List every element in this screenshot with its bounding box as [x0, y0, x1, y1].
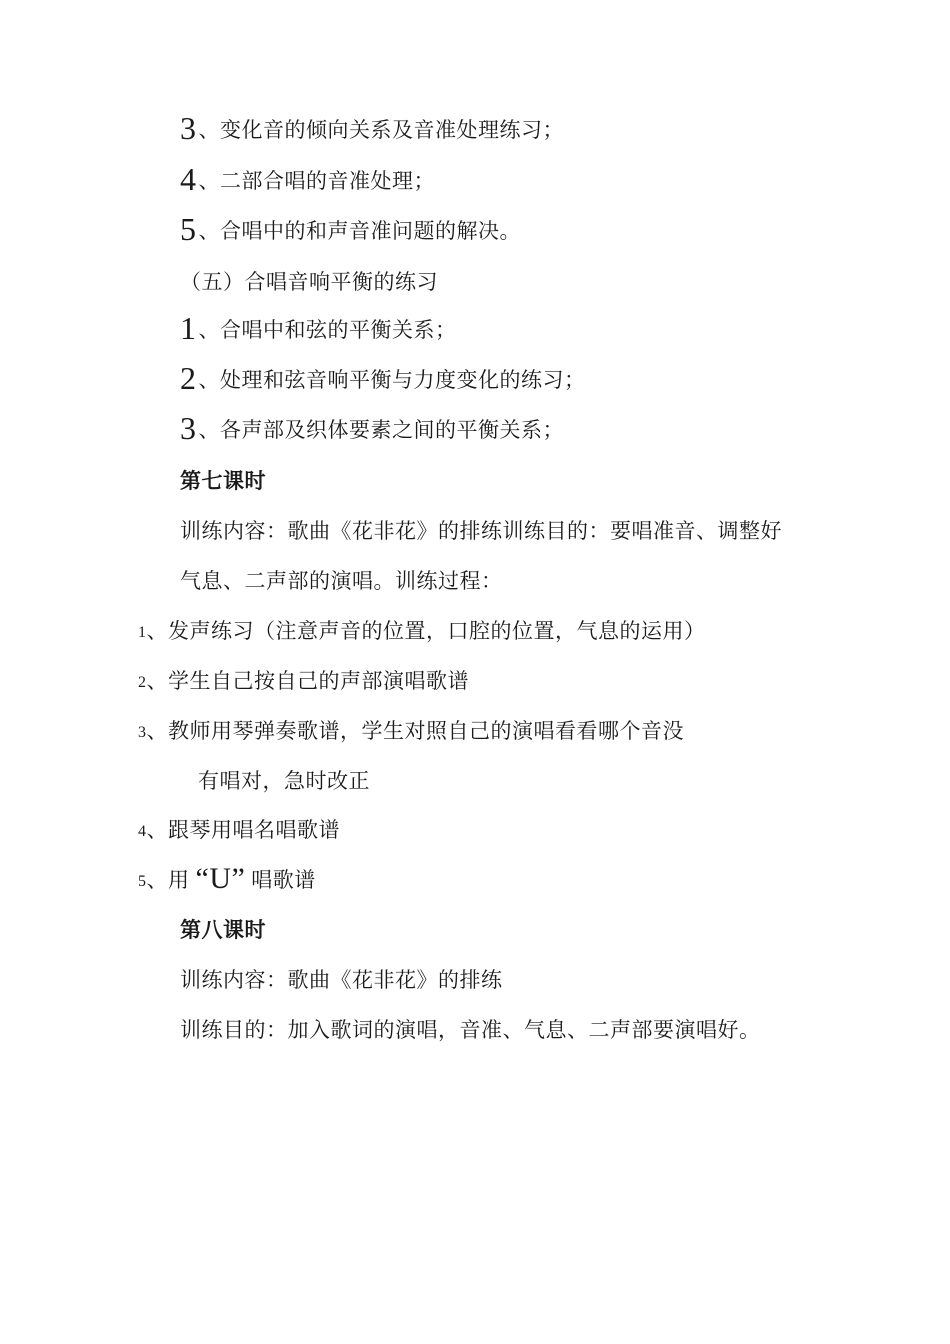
- list-text: 、合唱中和弦的平衡关系；: [198, 318, 457, 342]
- list-text: 、发声练习（注意声音的位置，口腔的位置，气息的运用）: [146, 619, 706, 643]
- list-text: 、变化音的倾向关系及音准处理练习；: [198, 118, 564, 142]
- list-number: 4: [138, 823, 147, 840]
- list-number: 3: [180, 110, 197, 146]
- paragraph-line: 训练目的：加入歌词的演唱，音准、气息、二声部要演唱好。: [180, 1018, 761, 1042]
- list-text: 、跟琴用唱名唱歌谱: [146, 818, 340, 842]
- list-text: 、合唱中的和声音准问题的解决。: [198, 219, 521, 243]
- list-text: 、用: [146, 868, 190, 892]
- list-item: [138, 716, 684, 748]
- paragraph-line: 有唱对，急时改正: [198, 769, 370, 793]
- list-number: 2: [180, 360, 197, 396]
- list-text: 、教师用琴弹奏歌谱，学生对照自己的演唱看看哪个音没: [146, 719, 684, 743]
- list-item: [138, 666, 469, 698]
- lesson-heading: 第八课时: [180, 918, 266, 942]
- list-text: 、学生自己按自己的声部演唱歌谱: [146, 669, 469, 693]
- list-item: [138, 864, 316, 897]
- list-item: [180, 161, 435, 197]
- section-heading: （五）合唱音响平衡的练习: [180, 270, 438, 294]
- list-number: 1: [180, 310, 197, 346]
- list-text: 、处理和弦音响平衡与力度变化的练习；: [198, 368, 586, 392]
- list-text: 、各声部及织体要素之间的平衡关系；: [198, 418, 564, 442]
- list-item: [180, 211, 521, 247]
- list-number: 3: [180, 410, 197, 446]
- list-text-tail: 唱歌谱: [251, 868, 316, 892]
- paragraph-line: 训练内容：歌曲《花非花》的排练: [180, 968, 503, 992]
- list-item: [138, 815, 340, 847]
- list-number: 5: [180, 211, 197, 247]
- list-text: 、二部合唱的音准处理；: [198, 169, 435, 193]
- list-number: 3: [138, 724, 147, 741]
- list-item: [180, 360, 586, 396]
- quoted-letter: “U”: [195, 862, 246, 895]
- list-number: 1: [138, 624, 147, 641]
- list-number: 4: [180, 161, 197, 197]
- lesson-heading: 第七课时: [180, 469, 266, 493]
- list-item: [180, 110, 564, 146]
- list-item: [180, 410, 564, 446]
- list-item: [180, 310, 457, 346]
- list-item: [138, 616, 706, 648]
- list-number: 5: [138, 873, 147, 890]
- paragraph-line: 气息、二声部的演唱。训练过程：: [180, 569, 503, 593]
- paragraph-line: 训练内容：歌曲《花非花》的排练训练目的：要唱准音、调整好: [180, 519, 782, 543]
- list-number: 2: [138, 674, 147, 691]
